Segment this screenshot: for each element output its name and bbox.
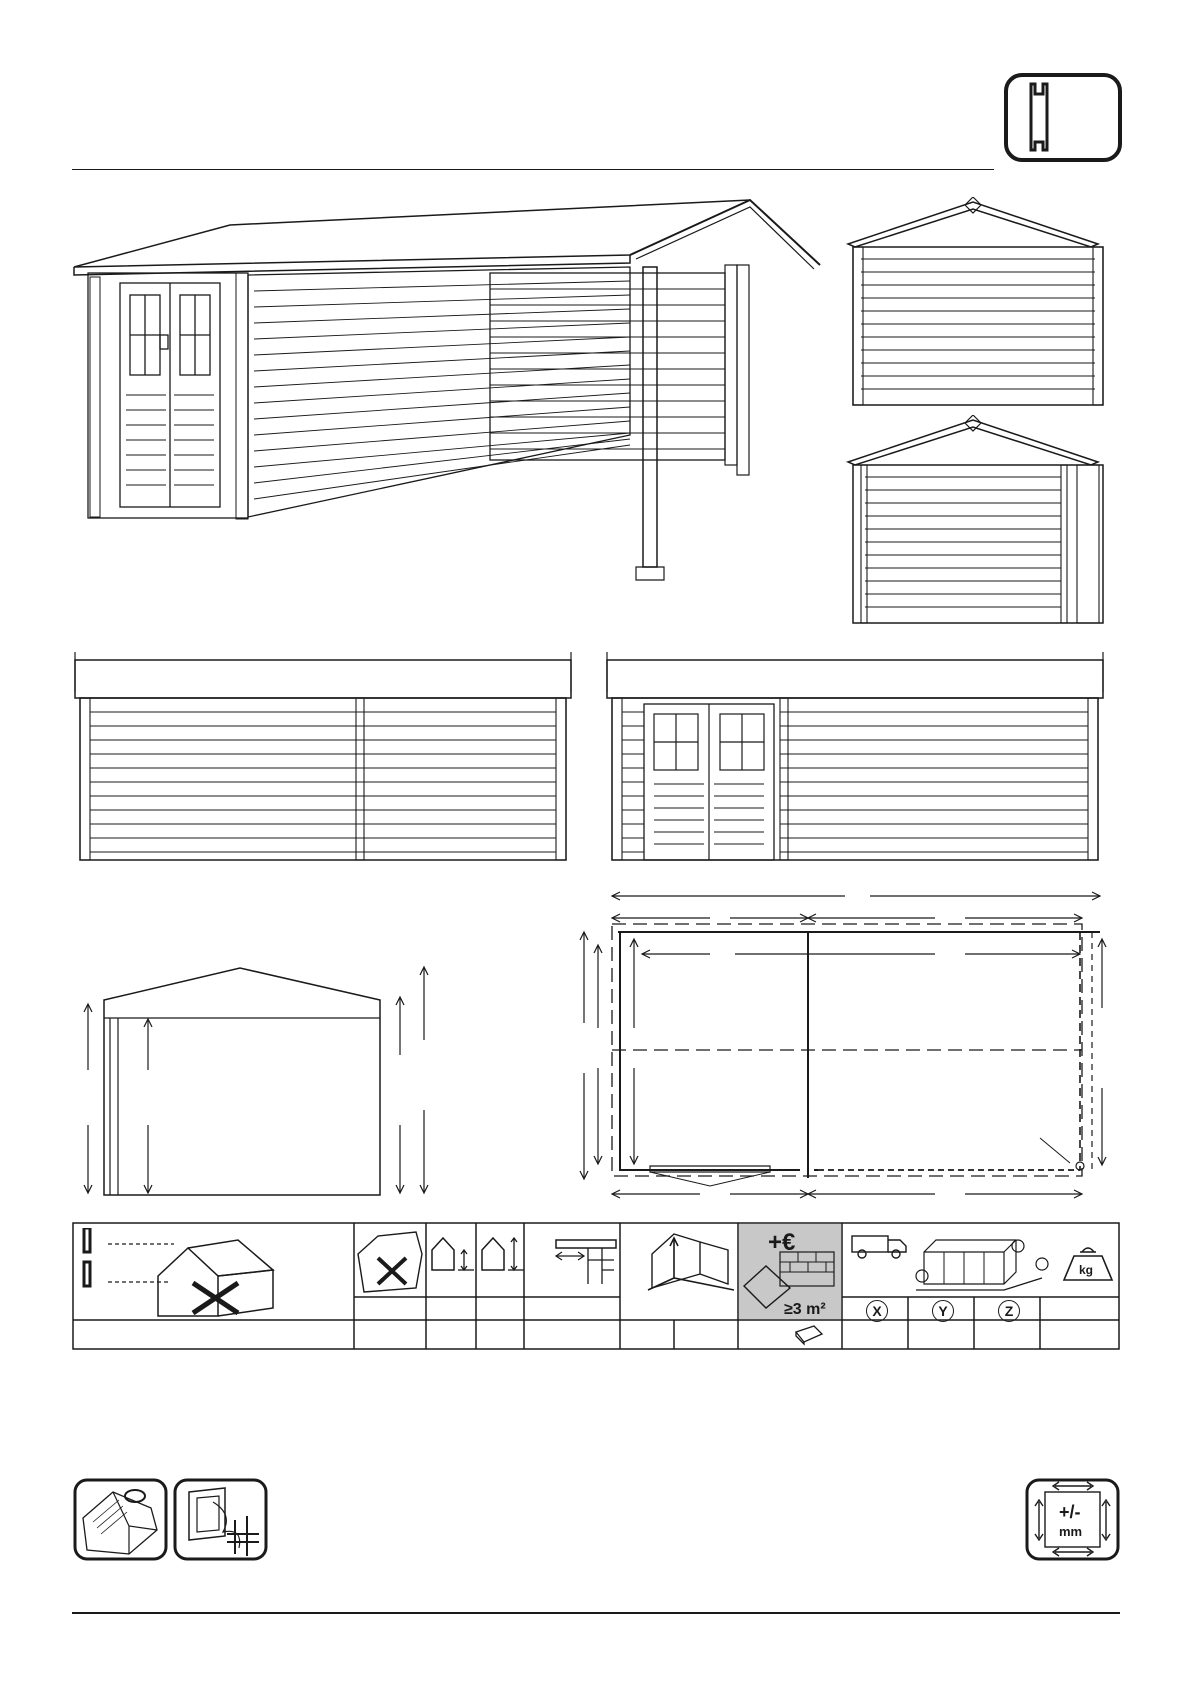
tolerance-mm-icon	[1025, 1478, 1120, 1561]
floor-plan-view	[570, 888, 1110, 1213]
axis-x-label: X	[866, 1300, 888, 1322]
transport-truck-icon	[850, 1232, 908, 1260]
axis-y-label: Y	[932, 1300, 954, 1322]
perspective-view	[70, 195, 830, 615]
log-wall-icon	[78, 1228, 278, 1318]
cross-section-view	[80, 960, 440, 1200]
weight-label: kg	[1079, 1263, 1094, 1277]
eraser-icon	[794, 1324, 824, 1346]
footer-rule	[72, 1612, 1120, 1614]
overhang-icon	[548, 1236, 622, 1286]
tolerance-unit: mm	[1059, 1524, 1083, 1539]
weight-icon	[1062, 1244, 1114, 1284]
axis-z-label: Z	[998, 1300, 1020, 1322]
floor-area-icon	[644, 1228, 738, 1296]
area-label: ≥3 m²	[784, 1301, 826, 1318]
no-floor-icon	[356, 1228, 426, 1296]
side-elevation-left	[72, 652, 577, 867]
window-glazing-icon	[173, 1478, 268, 1561]
front-gable-view	[843, 197, 1113, 412]
header-rule	[72, 169, 994, 170]
euro-label: +€	[768, 1229, 796, 1256]
tolerance-label: +/-	[1059, 1502, 1081, 1522]
side-elevation-right	[604, 652, 1109, 867]
back-gable-view	[843, 415, 1113, 630]
log-profile-icon	[1003, 72, 1123, 163]
permit-cost-icon	[740, 1226, 840, 1318]
wall-height-icon	[430, 1236, 476, 1276]
pallet-dimensions-icon	[912, 1234, 1052, 1296]
roofing-felt-icon	[73, 1478, 168, 1561]
ridge-height-icon	[480, 1236, 526, 1276]
